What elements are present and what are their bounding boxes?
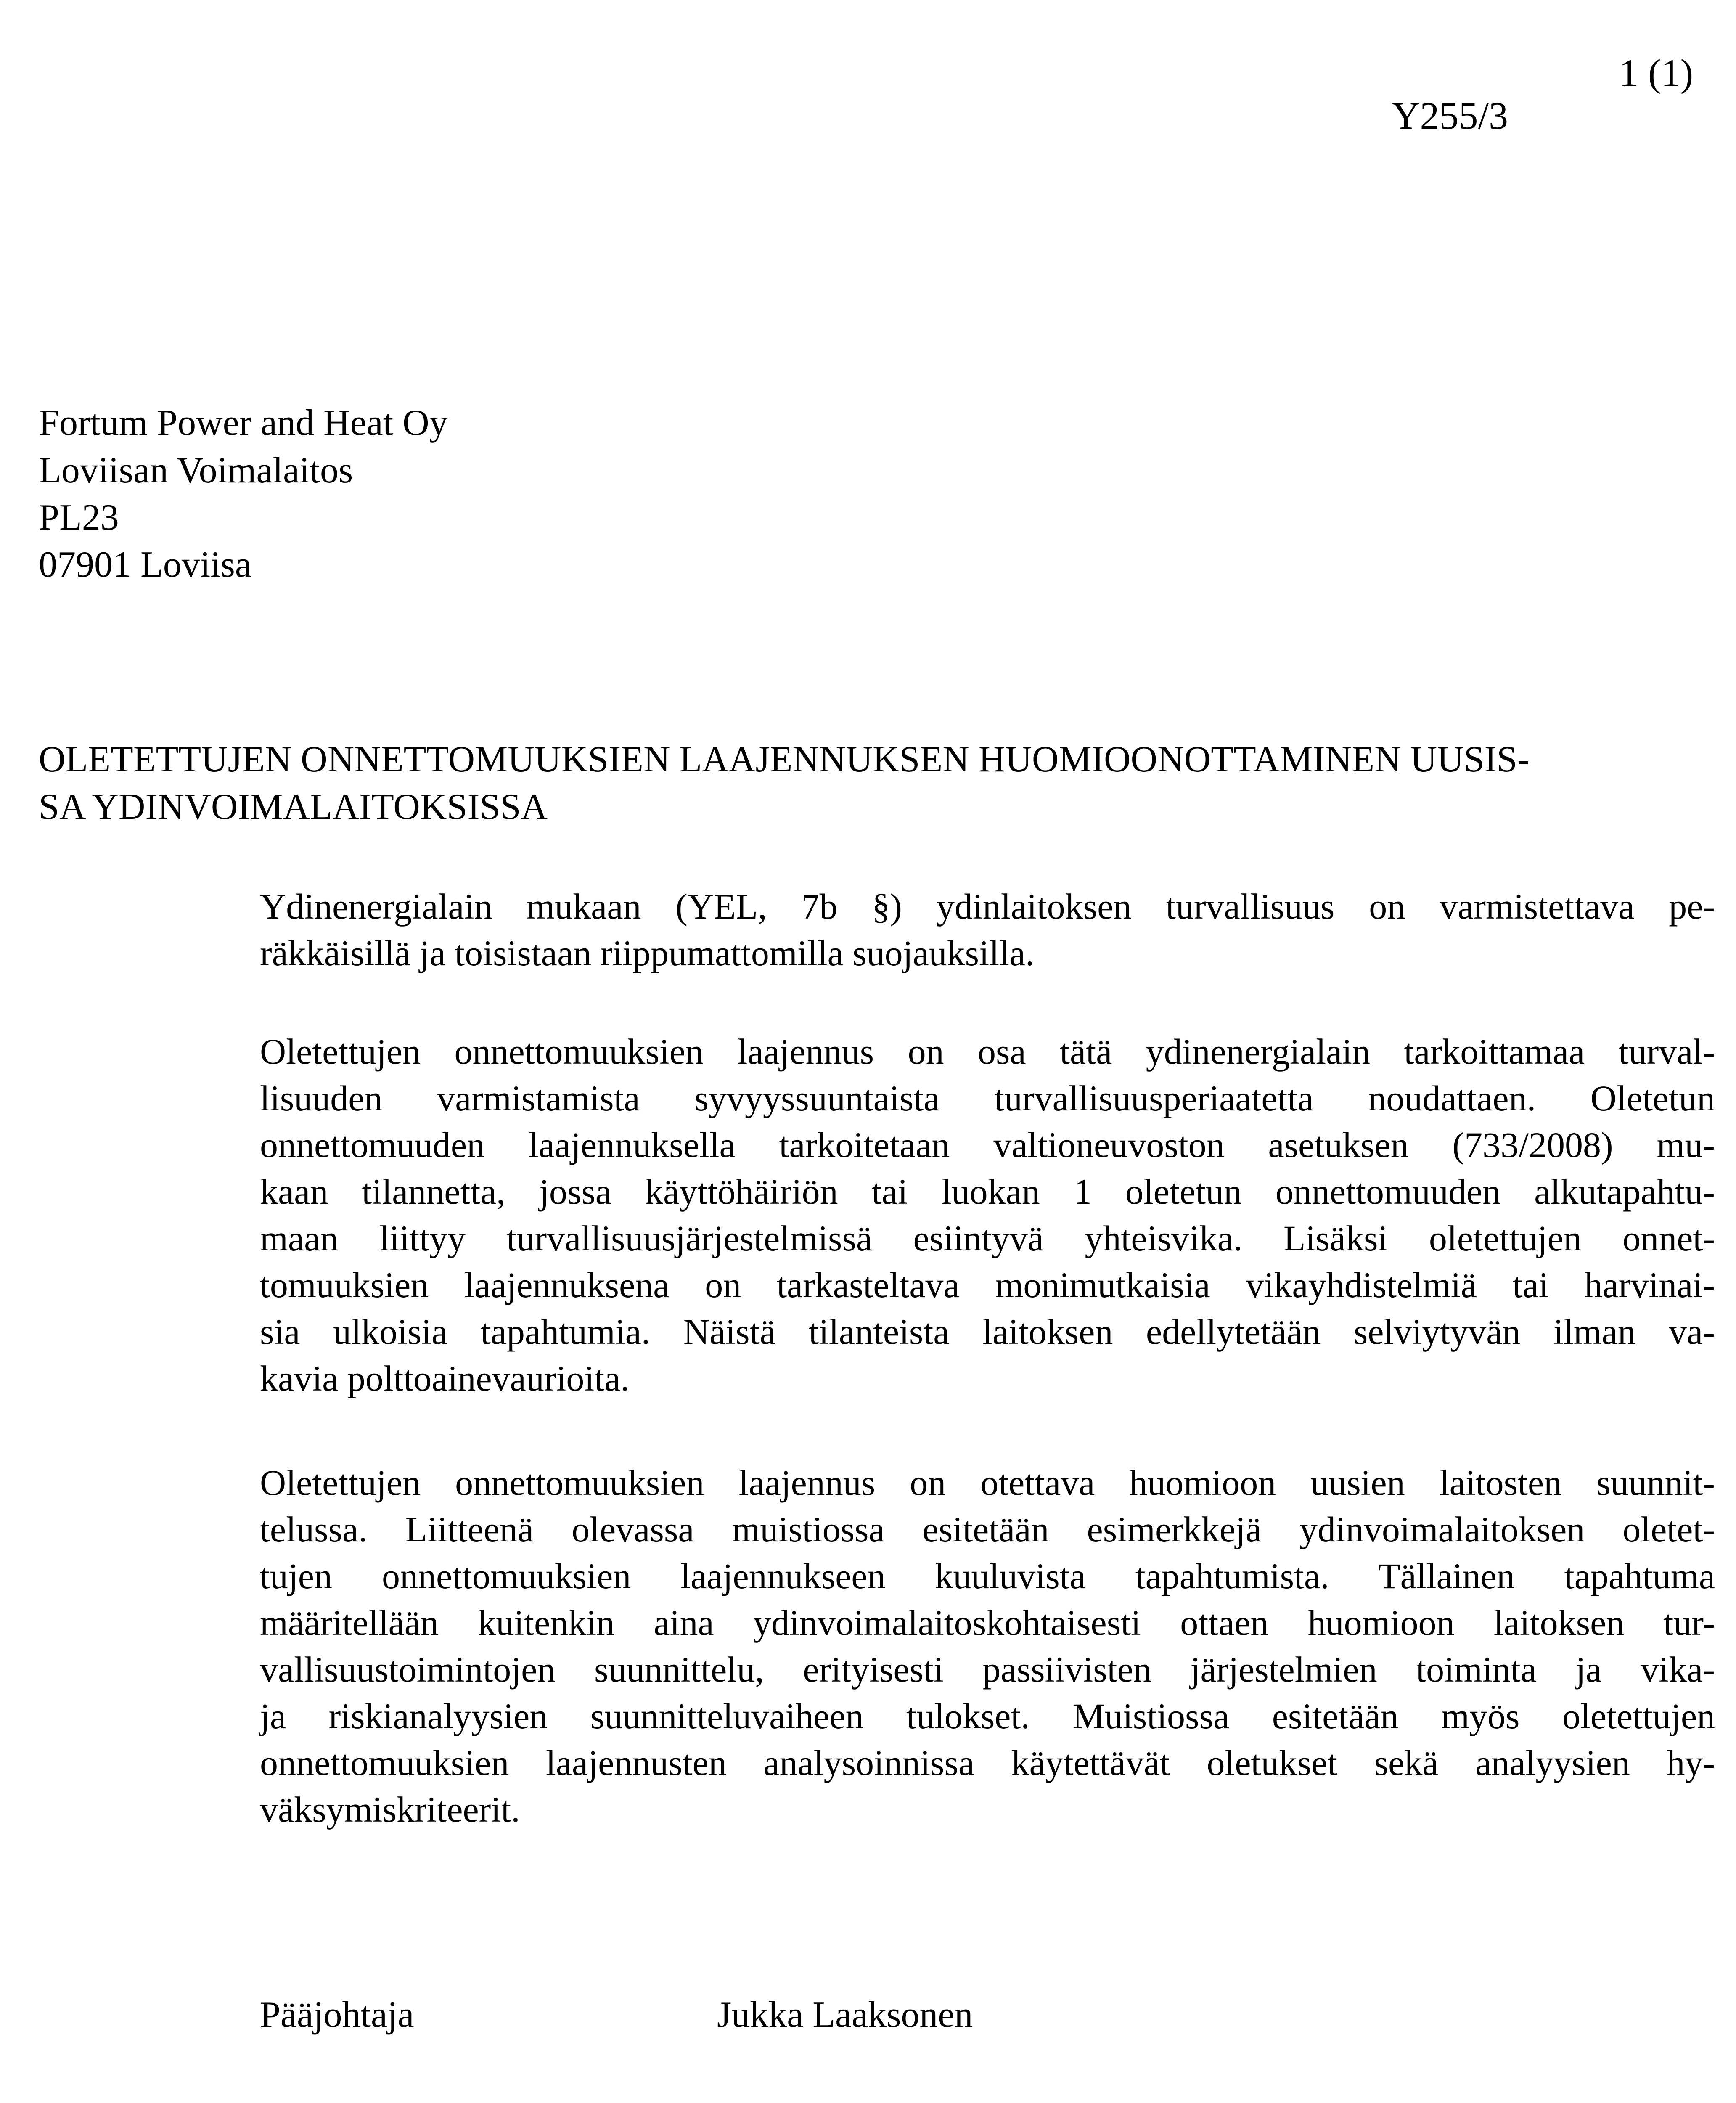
paragraph-line: Oletettujen onnettomuuksien laajennus on otettava huomioon uusien laitosten suunnit-	[260, 1462, 1715, 1503]
recipient-postal-city: 07901 Loviisa	[39, 544, 251, 585]
recipient-po-box: PL23	[39, 497, 119, 538]
subject-line-1: OLETETTUJEN ONNETTOMUUKSIEN LAAJENNUKSEN HUOMIOONOTTAMINEN UUSIS-	[39, 739, 1530, 780]
page-number: 1 (1)	[1619, 51, 1694, 94]
body-paragraph-3	[260, 1459, 1715, 1833]
document-reference: Y255/3	[1392, 94, 1508, 137]
paragraph-line: Ydinenergialain mukaan (YEL, 7b §) ydinlaitoksen turvallisuus on varmistettava pe-	[260, 886, 1715, 927]
paragraph-line: onnettomuuden laajennuksella tarkoitetaan valtioneuvoston asetuksen (733/2008) mu-	[260, 1125, 1715, 1165]
paragraph-line: vallisuustoimintojen suunnittelu, erityisesti passiivisten järjestelmien toiminta ja vika-	[260, 1649, 1715, 1690]
subject-line-2: SA YDINVOIMALAITOKSISSA	[39, 787, 548, 827]
paragraph-line: telussa. Liitteenä olevassa muistiossa esitetään esimerkkejä ydinvoimalaitoksen oletet-	[260, 1509, 1715, 1549]
paragraph-line: sia ulkoisia tapahtumia. Näistä tilanteista laitoksen edellytetään selviytyvän ilman va-	[260, 1311, 1715, 1352]
signatory-name-1: Jukka Laaksonen	[717, 1994, 973, 2035]
paragraph-line: määritellään kuitenkin aina ydinvoimalaitoskohtaisesti ottaen huomioon laitoksen tur-	[260, 1602, 1715, 1643]
body-paragraph-2	[260, 1028, 1715, 1402]
paragraph-line: kaan tilannetta, jossa käyttöhäiriön tai luokan 1 oletetun onnettomuuden alkutapahtu-	[260, 1171, 1715, 1212]
paragraph-line: tujen onnettomuuksien laajennukseen kuuluvista tapahtumista. Tällainen tapahtuma	[260, 1556, 1715, 1596]
paragraph-line: maan liittyy turvallisuusjärjestelmissä esiintyvä yhteisvika. Lisäksi oletettujen onnet-	[260, 1218, 1715, 1258]
body-paragraph-1	[260, 883, 1715, 977]
paragraph-line: lisuuden varmistamista syvyyssuuntaista turvallisuusperiaatetta noudattaen. Oletetun	[260, 1078, 1715, 1118]
paragraph-line: Oletettujen onnettomuuksien laajennus on osa tätä ydinenergialain tarkoittamaa turval-	[260, 1031, 1715, 1072]
paragraph-line: väksymiskriteerit.	[260, 1789, 520, 1830]
paragraph-line: kavia polttoainevaurioita.	[260, 1358, 630, 1398]
paragraph-line: räkkäisillä ja toisistaan riippumattomilla suojauksilla.	[260, 933, 1035, 973]
paragraph-line: ja riskianalyysien suunnitteluvaiheen tulokset. Muistiossa esitetään myös oletettujen	[260, 1696, 1715, 1736]
recipient-company: Fortum Power and Heat Oy	[39, 403, 448, 443]
paragraph-line: onnettomuuksien laajennusten analysoinnissa käytettävät oletukset sekä analyysien hy-	[260, 1743, 1715, 1783]
paragraph-line: tomuuksien laajennuksena on tarkasteltava monimutkaisia vikayhdistelmiä tai harvinai-	[260, 1265, 1715, 1305]
signatory-title-1: Pääjohtaja	[260, 1994, 414, 2035]
recipient-department: Loviisan Voimalaitos	[39, 450, 353, 491]
